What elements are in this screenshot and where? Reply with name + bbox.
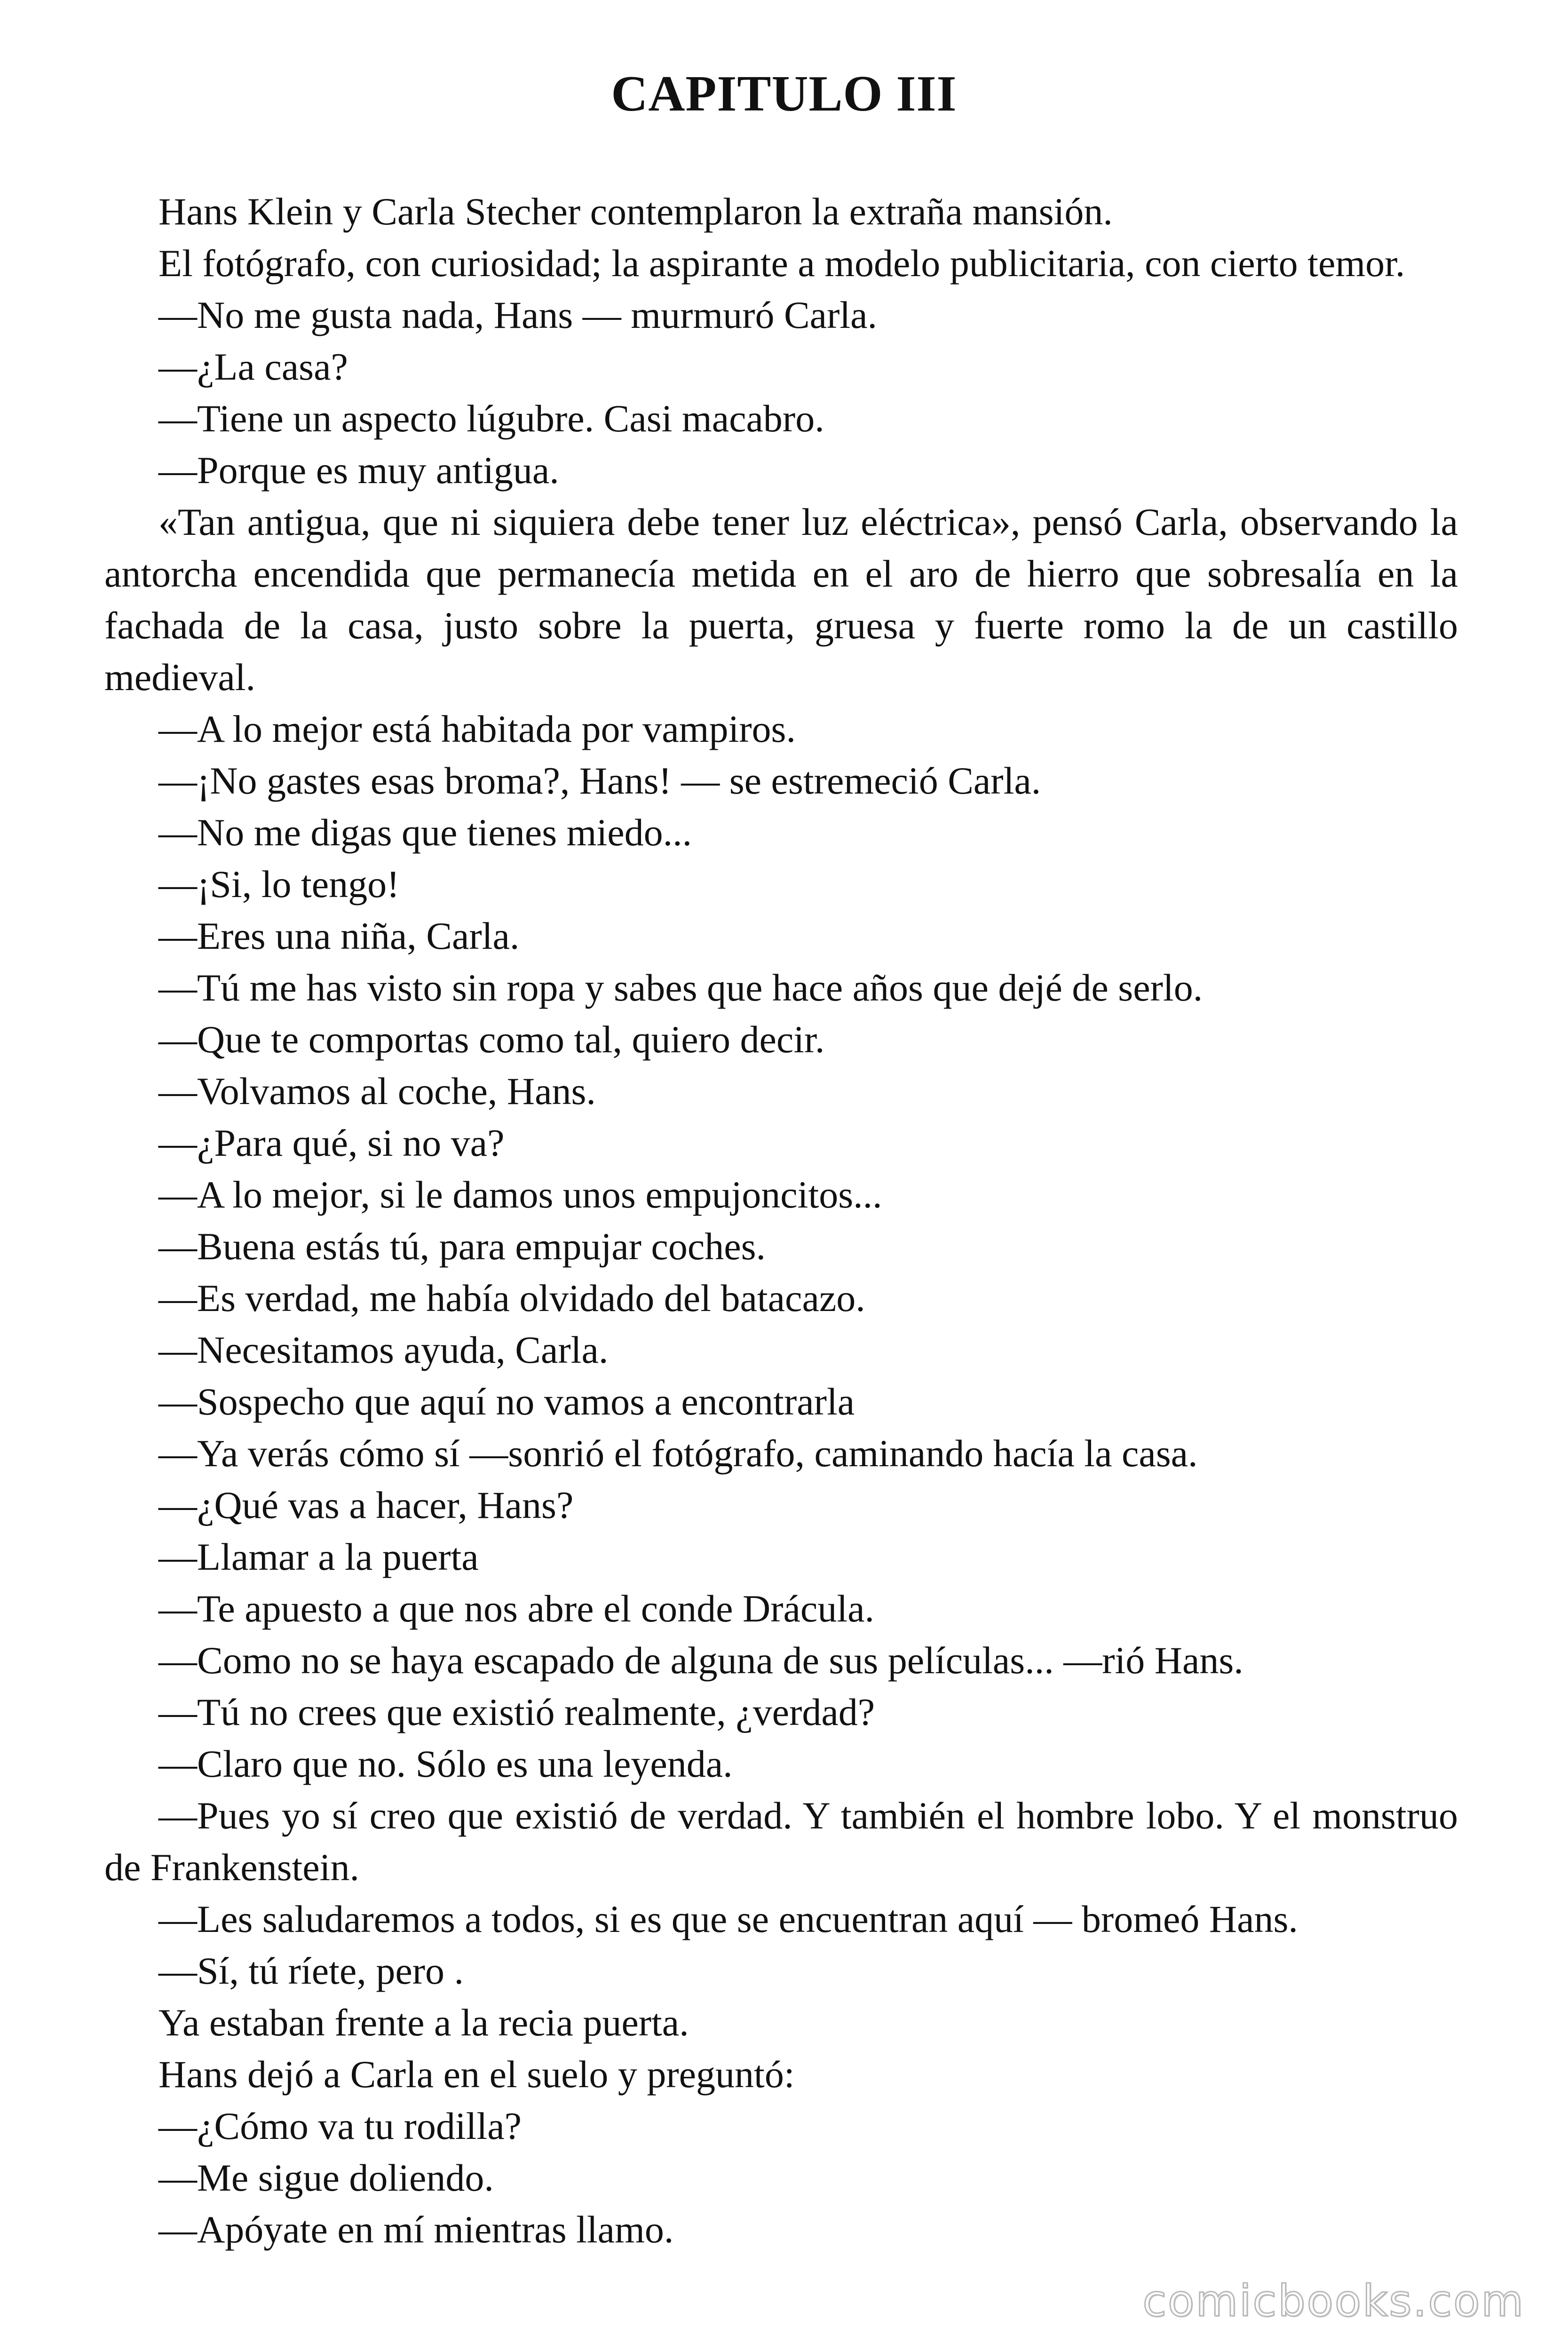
paragraph: —A lo mejor está habitada por vampiros. [158,707,796,750]
paragraph: —Que te comportas como tal, quiero decir. [158,1018,825,1061]
chapter-title: CAPITULO III [611,66,957,122]
paragraph: —Tú no crees que existió realmente, ¿verdad? [158,1691,875,1733]
paragraph: —Buena estás tú, para empujar coches. [158,1225,766,1268]
paragraph: —Eres una niña, Carla. [158,914,520,957]
paragraph: —Pues yo sí creo que existió de verdad. Y también el hombre lobo. Y el monstruo de Frankenstein. [104,1794,1458,1889]
paragraph: El fotógrafo, con curiosidad; la aspirante a modelo publicitaria, con cierto temor. [158,242,1405,285]
paragraph: —Necesitamos ayuda, Carla. [158,1328,609,1371]
paragraph: —Como no se haya escapado de alguna de sus películas... —rió Hans. [158,1639,1243,1682]
paragraph: —¡Si, lo tengo! [158,863,400,906]
paragraph: —Apóyate en mí mientras llamo. [158,2208,674,2251]
paragraph: —Les saludaremos a todos, si es que se encuentran aquí — bromeó Hans. [158,1898,1298,1940]
paragraph: —¿Para qué, si no va? [158,1121,505,1164]
paragraph: —¡No gastes esas broma?, Hans! — se estremeció Carla. [158,759,1041,802]
paragraph: Hans Klein y Carla Stecher contemplaron la extraña mansión. [158,190,1113,233]
paragraph: —A lo mejor, si le damos unos empujoncitos... [158,1173,882,1216]
paragraph: —¿Cómo va tu rodilla? [158,2105,522,2147]
paragraph: —¿La casa? [158,345,348,388]
paragraph: Hans dejó a Carla en el suelo y preguntó: [158,2053,795,2096]
paragraph: —Sí, tú ríete, pero . [158,1949,464,1992]
paragraph: Ya estaban frente a la recia puerta. [158,2001,689,2044]
paragraph: —No me digas que tienes miedo... [158,811,692,854]
paragraph: —No me gusta nada, Hans — murmuró Carla. [158,294,878,336]
paragraph: —¿Qué vas a hacer, Hans? [158,1484,574,1526]
paragraph: «Tan antigua, que ni siquiera debe tener luz eléctrica», pensó Carla, observando la antorcha encendida que permanecía metida en el aro de hierro que sobresalía en la fachada de la casa, justo sobre la puerta, gruesa y fuerte romo la de un castillo medieval. [104,501,1458,699]
paragraph: —Ya verás cómo sí —sonrió el fotógrafo, caminando hacía la casa. [158,1432,1198,1475]
paragraph: —Volvamos al coche, Hans. [158,1070,596,1112]
paragraph: —Tiene un aspecto lúgubre. Casi macabro. [158,397,824,440]
paragraph: —Llamar a la puerta [158,1535,479,1578]
watermark: comicbooks.com [1142,2276,1525,2326]
paragraph: —Claro que no. Sólo es una leyenda. [158,1742,733,1785]
paragraph: —Me sigue doliendo. [158,2156,494,2199]
text-body [104,186,1458,2256]
paragraph: —Te apuesto a que nos abre el conde Drácula. [158,1587,875,1630]
paragraph: —Sospecho que aquí no vamos a encontrarla [158,1380,855,1423]
paragraph: —Es verdad, me había olvidado del batacazo. [158,1277,865,1319]
paragraph: —Tú me has visto sin ropa y sabes que hace años que dejé de serlo. [158,966,1203,1009]
paragraph: —Porque es muy antigua. [158,449,559,492]
